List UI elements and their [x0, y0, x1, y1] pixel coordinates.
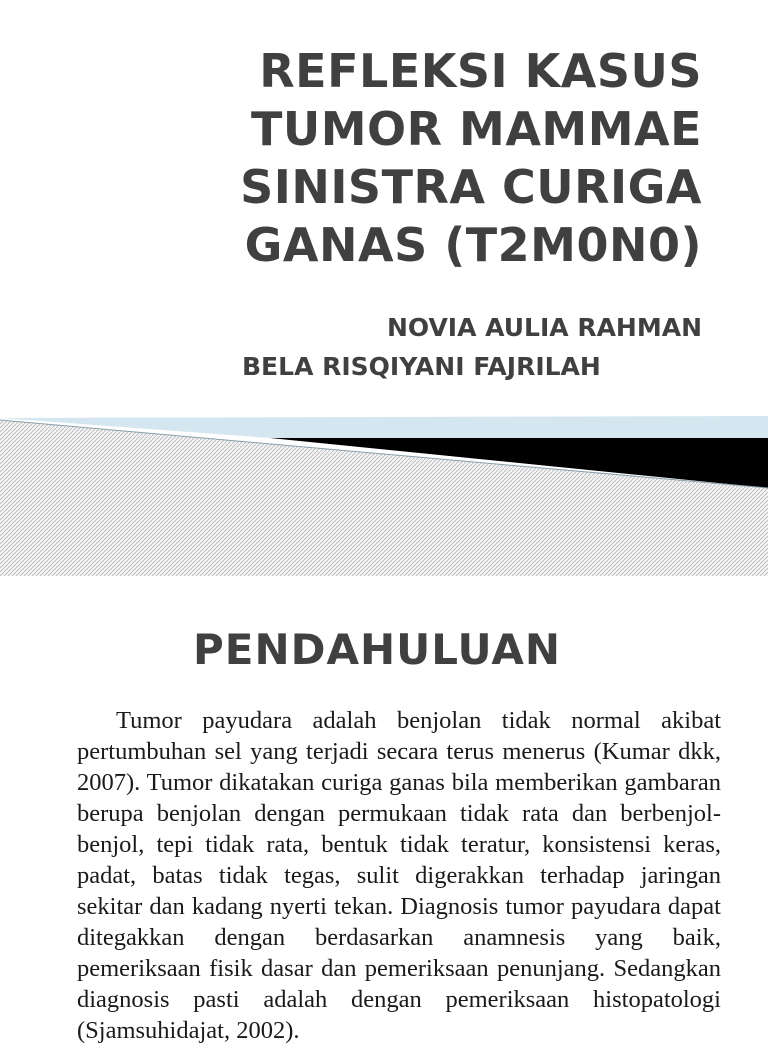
author-name: NOVIA AULIA RAHMAN: [386, 313, 702, 342]
body-paragraph: Tumor payudara adalah benjolan tidak normal akibat pertumbuhan sel yang terjadi secara terus menerus (Kumar dkk, 2007). Tumor dikatakan curiga ganas bila memberikan gambaran berupa benjolan dengan permukaan tidak rata dan berbenjol-benjol, tepi tidak rata, bentuk tidak teratur, konsistensi keras, padat, batas tidak tegas, sulit digerakkan terhadap jaringan sekitar dan kadang nyerti tekan. Diagnosis tumor payudara dapat ditegakkan dengan berdasarkan anamnesis yang baik, pemeriksaan fisik dasar dan pemeriksaan penunjang. Sedangkan diagnosis pasti adalah dengan pemeriksaan histopatologi (Sjamsuhidajat, 2002).: [77, 707, 721, 1044]
content-slide: [0, 576, 768, 1044]
decorative-swoosh: [0, 408, 768, 576]
author-name: BELA RISQIYANI FAJRILAH: [242, 352, 601, 381]
presentation-title: REFLEKSI KASUS TUMOR MAMMAE SINISTRA CURIGA GANAS (T2M0N0): [240, 44, 702, 272]
section-heading: PENDAHULUAN: [193, 625, 561, 674]
author-list: [200, 308, 702, 386]
